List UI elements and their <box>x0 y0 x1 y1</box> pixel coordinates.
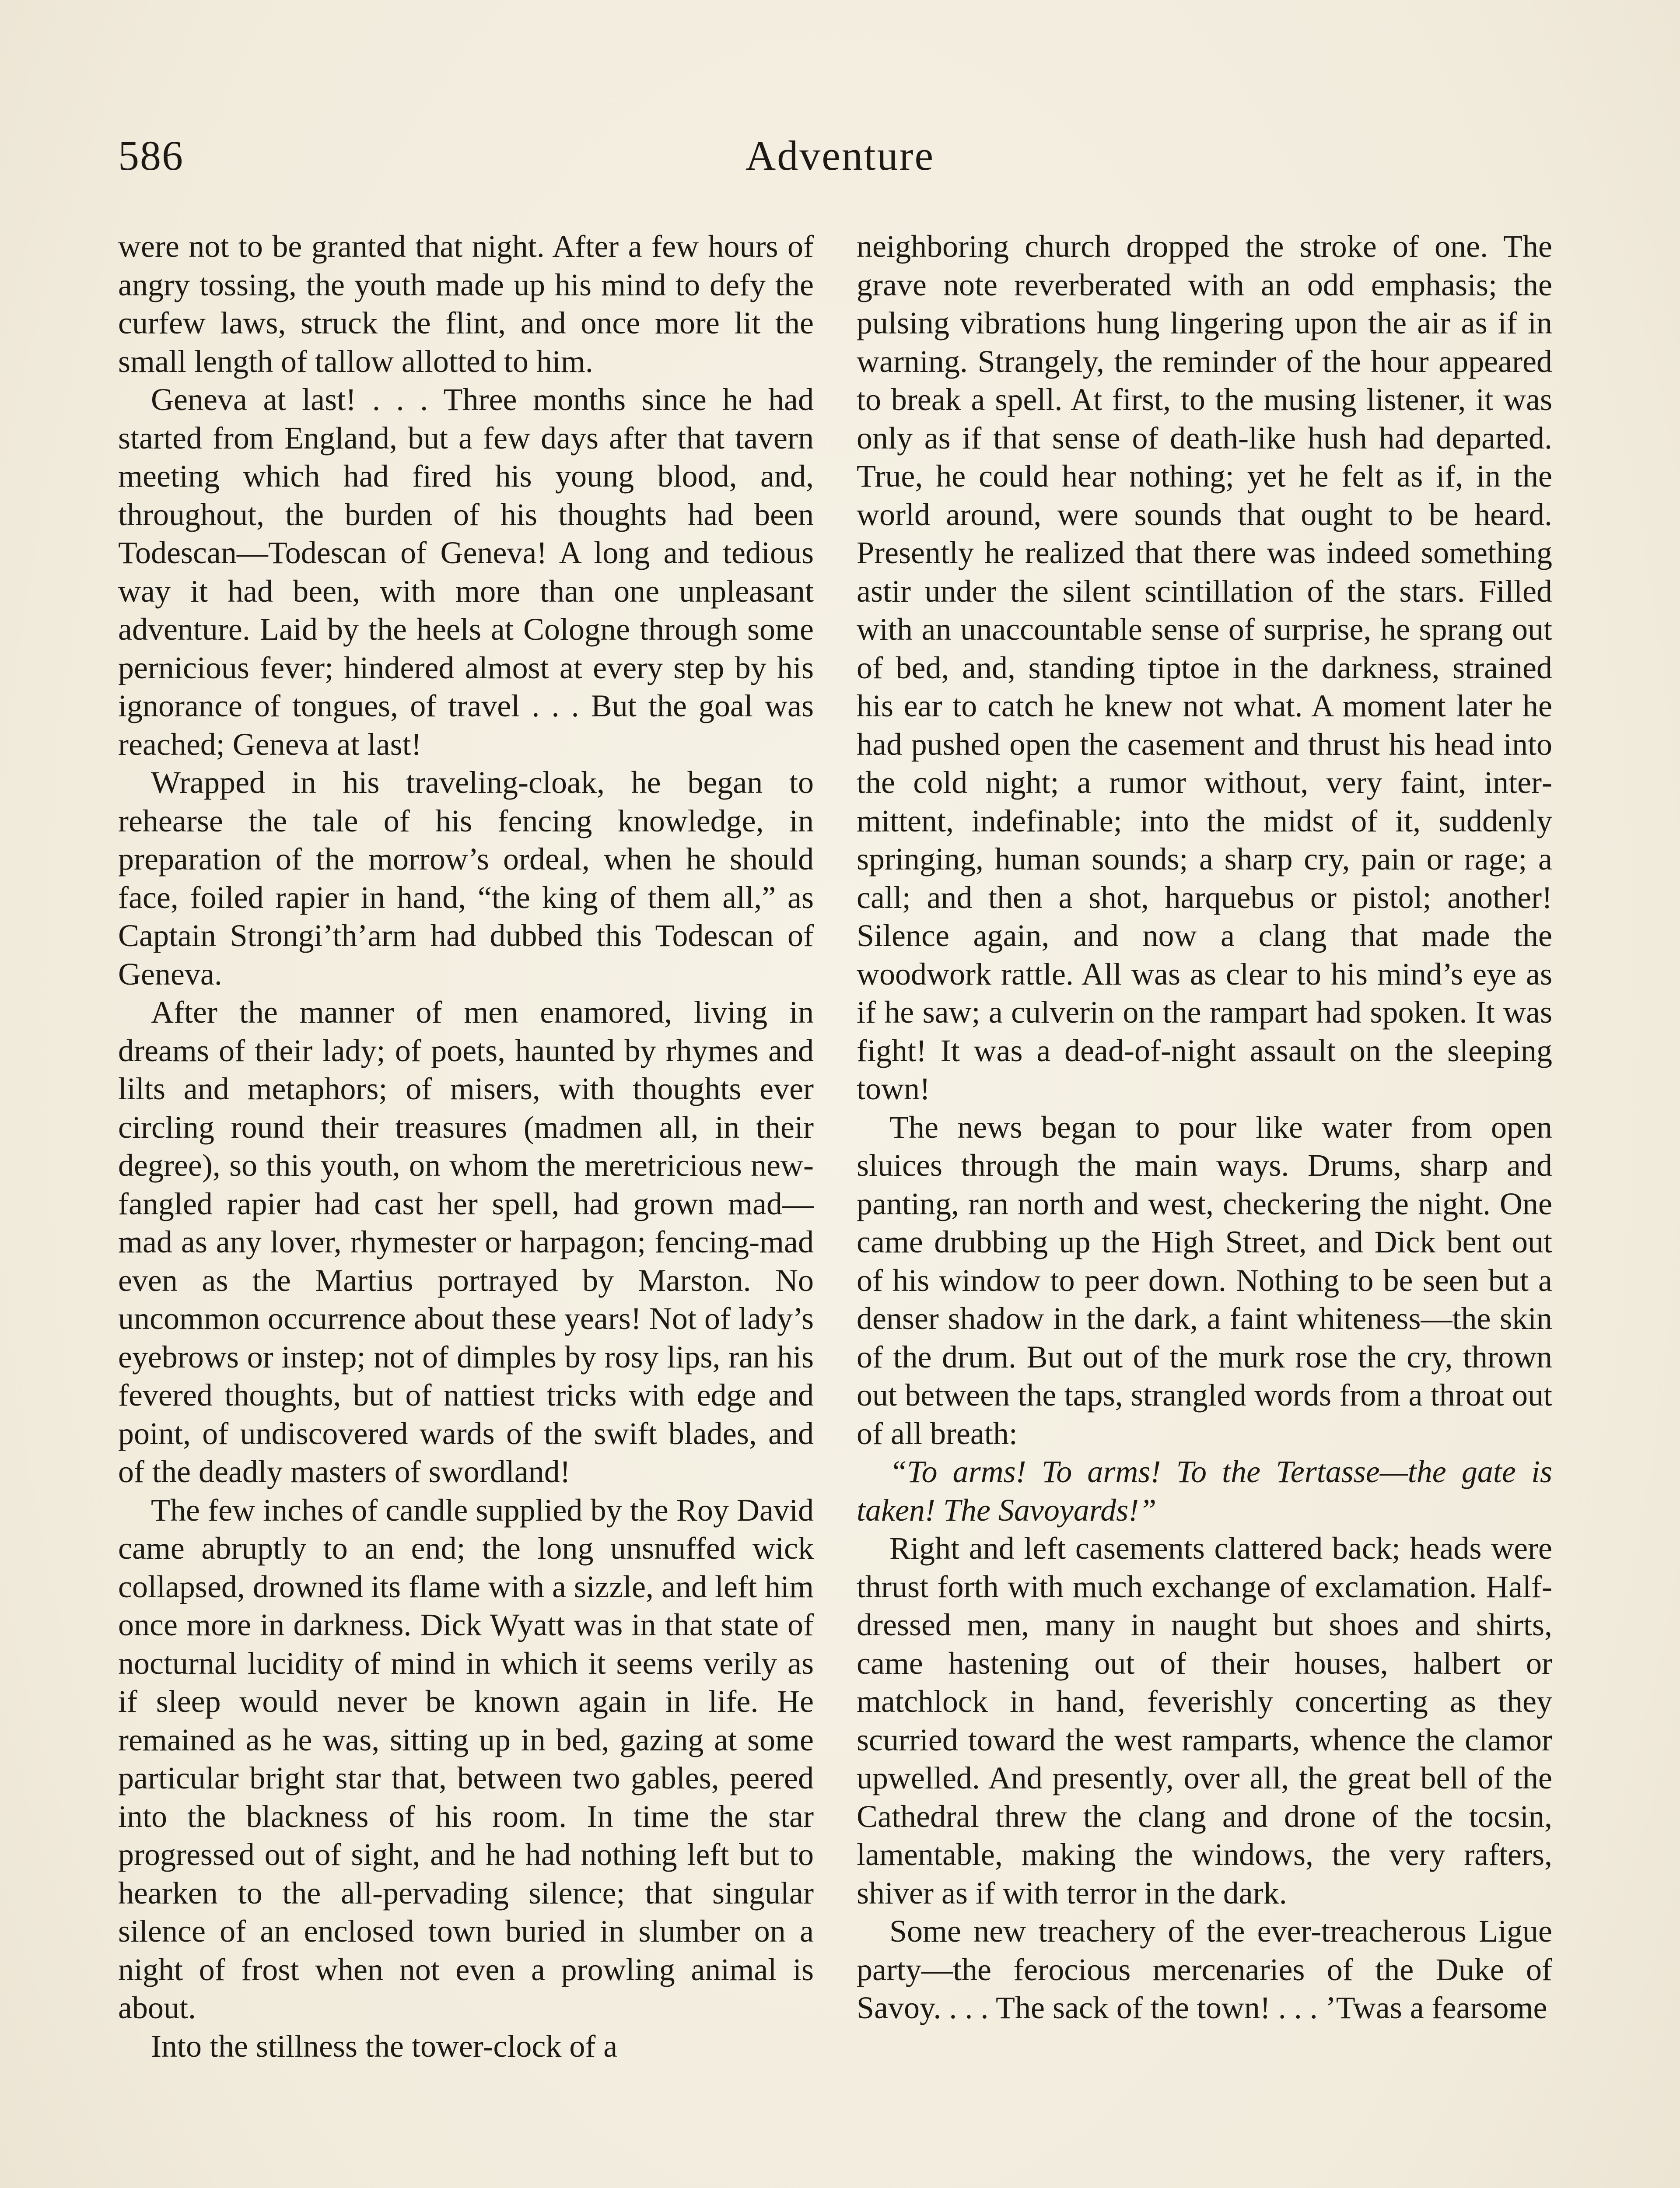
paragraph: Right and left casements clattered back; heads were thrust forth with much exchange of exclamation. Half-dressed men, many in naught but shoes and shirts, came hastening out of their houses, halbert or matchlock in hand, feverishly concerting as they scurried toward the west ramparts, whence the clamor upwelled. And presently, over all, the great bell of the Cathedral threw the clang and drone of the tocsin, lamentable, making the windows, the very rafters, shiver as if with terror in the dark. <box>857 1531 1552 1911</box>
paragraph: After the manner of men enamored, living in dreams of their lady; of poets, haunted by rhymes and lilts and metaphors; of misers, with thoughts ever circling round their treasures (madmen all, in their degree), so this youth, on whom the meretricious newfangled rapier had cast her spell, had grown mad—mad as any lover, rhymester or harpagon; fencing-mad even as the Martius portrayed by Marston. No uncommon occurrence about these years! Not of lady’s eyebrows or instep; not of dimples by rosy lips, ran his fevered thoughts, but of nattiest tricks with edge and point, of undiscovered wards of the swift blades, and of the deadly masters of swordland! <box>118 995 814 1489</box>
left-column <box>118 228 814 2065</box>
paragraph: Wrapped in his traveling-cloak, he began to rehearse the tale of his fencing knowledge, in preparation of the morrow’s ordeal, when he should face, foiled rapier in hand, “the king of them all,” as Captain Strongi’th’arm had dubbed this Todescan of Geneva. <box>118 765 814 992</box>
running-title: Adventure <box>745 132 935 179</box>
paragraph: neighboring church dropped the stroke of one. The grave note reverberated with an odd emphasis; the pulsing vibrations hung lingering upon the air as if in warning. Strangely, the reminder of the hour appeared to break a spell. At first, to the musing listener, it was only as if that sense of death-like hush had departed. True, he could hear nothing; yet he felt as if, in the world around, were sounds that ought to be heard. Presently he realized that there was indeed something astir under the silent scintillation of the stars. Filled with an unaccountable sense of surprise, he sprang out of bed, and, standing tiptoe in the darkness, strained his ear to catch he knew not what. A moment later he had pushed open the casement and thrust his head into the cold night; a rumor without, very faint, intermittent, indefinable; into the midst of it, suddenly springing, human sounds; a sharp cry, pain or rage; a call; and then a shot, harquebus or pistol; another! Silence again, and now a clang that made the woodwork rattle. All was as clear to his mind’s eye as if he saw; a culverin on the rampart had spoken. It was fight! It was a dead-of-night assault on the sleeping town! <box>857 229 1552 1106</box>
paragraph: The news began to pour like water from open sluices through the main ways. Drums, sharp and panting, ran north and west, checkering the night. One came drubbing up the High Street, and Dick bent out of his window to peer down. Nothing to be seen but a denser shadow in the dark, a faint whiteness—the skin of the drum. But out of the murk rose the cry, thrown out between the taps, strangled words from a throat out of all breath: <box>857 1109 1552 1451</box>
paragraph: Geneva at last! . . . Three months since he had started from England, but a few days after that tavern meeting which had fired his young blood, and, throughout, the burden of his thoughts had been Todescan—Todescan of Geneva! A long and tedious way it had been, with more than one unpleasant adventure. Laid by the heels at Cologne through some pernicious fever; hindered almost at every step by his ignorance of tongues, of travel . . . But the goal was reached; Geneva at last! <box>118 382 814 762</box>
page-header <box>118 131 1562 193</box>
paragraph: Some new treachery of the ever-treacherous Ligue party—the ferocious mercenaries of the Duke of Savoy. . . . The sack of the town! . . . ’Twas a fearsome <box>857 1914 1552 2025</box>
paragraph: were not to be granted that night. After a few hours of angry tossing, the youth made up his mind to defy the curfew laws, struck the flint, and once more lit the small length of tallow allotted to him. <box>118 229 814 379</box>
paragraph: The few inches of candle supplied by the Roy David came abruptly to an end; the long unsnuffed wick collapsed, drowned its flame with a sizzle, and left him once more in darkness. Dick Wyatt was in that state of nocturnal lucidity of mind in which it seems verily as if sleep would never be known again in life. He remained as he was, sitting up in bed, gazing at some particular bright star that, between two gables, peered into the blackness of his room. In time the star progressed out of sight, and he had nothing left but to hearken to the all-pervading silence; that singular silence of an enclosed town buried in slumber on a night of frost when not even a prowling animal is about. <box>118 1492 814 2025</box>
page-number: 586 <box>118 132 184 179</box>
right-column <box>857 228 1552 2027</box>
paragraph: Into the stillness the tower-clock of a <box>151 2028 618 2064</box>
quoted-cry: “To arms! To arms! To the Tertasse—the gate is taken! The Savoyards!” <box>857 1454 1552 1528</box>
